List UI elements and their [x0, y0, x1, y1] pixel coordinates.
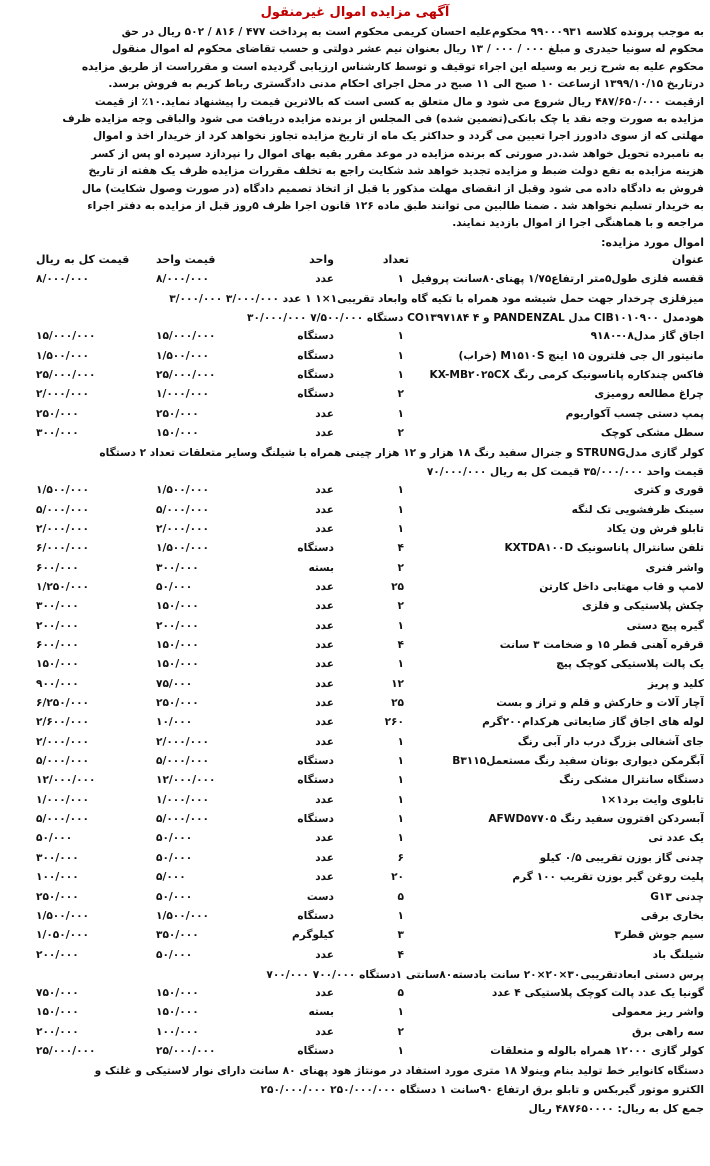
item-name: پلیت روغن گیر بوزن تقریب ۱۰۰ گرم: [512, 871, 704, 884]
item-total-price: ۶/۲۵۰/۰۰۰: [36, 697, 89, 710]
item-row: [6, 637, 704, 656]
item-name: شیلنگ باد: [652, 948, 704, 961]
item-row: [6, 772, 704, 791]
item-total-price: ۷۵۰/۰۰۰: [36, 986, 79, 999]
item-name: تابلوی وایت برد۱×۱: [600, 793, 704, 806]
item-row: [6, 869, 704, 888]
item-qty: ۲: [397, 561, 404, 574]
item-name: سیم جوش قطر۳: [614, 929, 704, 942]
item-name: آچار آلات و خارکش و قلم و تراز و بست: [496, 697, 704, 710]
item-total-price: ۲۵۰/۰۰۰: [36, 890, 79, 903]
item-qty: ۱: [397, 330, 404, 343]
item-row: [6, 521, 704, 540]
item-unit: دستگاه: [297, 542, 334, 555]
item-row: [6, 656, 704, 675]
item-unit-price: ۵/۰۰۰/۰۰۰: [156, 813, 209, 826]
item-unit: بسته: [308, 1006, 334, 1019]
item-name: فاکس چندکاره پاناسونیک کرمی رنگ KX-MB۲۰۲۵CX: [429, 368, 704, 381]
item-name: دستگاه سانترال مشکی رنگ: [559, 774, 704, 787]
item-qty: ۴: [397, 542, 404, 555]
item-qty: ۶: [397, 851, 404, 864]
item-row: میزفلزی چرخدار جهت حمل شیشه مود همراه با تکیه گاه وابعاد تقریبی۱×۱ ۱ عدد ۳/۰۰۰/۰۰۰ ۳/۰۰۰/۰۰۰: [169, 293, 704, 306]
item-unit: دستگاه: [297, 349, 334, 362]
item-unit-price: ۳۵۰/۰۰۰: [156, 929, 199, 942]
item-row: [6, 1024, 704, 1043]
intro-text: [6, 24, 704, 233]
item-qty: ۱: [397, 619, 404, 632]
item-row: [6, 830, 704, 849]
grand-total: جمع کل به ریال: ۴۸۷۶۵۰۰۰۰ ریال: [528, 1103, 704, 1116]
item-qty: ۲: [397, 426, 404, 439]
item-unit: عدد: [315, 600, 334, 613]
item-name: کولر گازی ۱۲۰۰۰ همراه بالوله و متعلقات: [490, 1044, 704, 1057]
item-total-price: ۱/۰۵۰/۰۰۰: [36, 929, 89, 942]
item-unit-price: ۱۵۰/۰۰۰: [156, 426, 199, 439]
item-row: [6, 947, 704, 966]
item-qty: ۴: [397, 639, 404, 652]
item-total-price: ۲/۰۰۰/۰۰۰: [36, 735, 89, 748]
item-unit-price: ۱۵۰/۰۰۰: [156, 600, 199, 613]
item-unit: عدد: [315, 851, 334, 864]
intro-line: مزایده به صورت وجه نقد یا چک بانکی(تضمین شده) فی المجلس از برنده مزایده دریافت می شود والباقی وجه مزایده ظرف: [62, 113, 704, 126]
item-unit: عدد: [315, 658, 334, 671]
item-unit-price: ۱/۰۰۰/۰۰۰: [156, 793, 209, 806]
item-unit-price: ۵/۰۰۰/۰۰۰: [156, 503, 209, 516]
intro-line: هزینه مزایده به نفع دولت ضبط و مزایده تجدید خواهد شد شکایت راجع به تخلف مقررات مزایده ظرف یک هفته از تاریخ: [88, 165, 704, 178]
item-row: [6, 676, 704, 695]
header-name: عنوان: [671, 252, 704, 266]
item-unit: عدد: [315, 871, 334, 884]
item-row: [6, 753, 704, 772]
item-row: [6, 598, 704, 617]
item-total-price: ۳۰۰/۰۰۰: [36, 600, 79, 613]
item-name: کلید و پریز: [647, 677, 704, 690]
item-row: [6, 1043, 704, 1062]
item-row: [6, 579, 704, 598]
item-unit: عدد: [315, 1025, 334, 1038]
item-unit-price: ۱۵۰/۰۰۰: [156, 658, 199, 671]
item-qty: ۱: [397, 522, 404, 535]
item-unit: عدد: [315, 832, 334, 845]
item-row: [6, 502, 704, 521]
item-row: پرس دستی ابعادتقریبی۳۰×۲۰×۲۰ سانت بادسته۸۰سانتی ۱دستگاه ۷۰۰/۰۰۰ ۷۰۰/۰۰۰: [266, 968, 704, 981]
item-unit: عدد: [315, 986, 334, 999]
item-name: چکش پلاستیکی و فلزی: [582, 600, 704, 613]
item-unit: عدد: [315, 522, 334, 535]
item-qty: ۲: [397, 600, 404, 613]
item-row: [6, 1004, 704, 1023]
item-unit: عدد: [315, 581, 334, 593]
item-qty: ۱: [397, 813, 404, 826]
item-unit: عدد: [315, 619, 334, 632]
item-row: [6, 348, 704, 367]
item-qty: ۱: [397, 909, 404, 922]
item-qty: ۲۵: [391, 581, 404, 593]
item-row: [6, 985, 704, 1004]
item-name: واشر ریز معمولی: [611, 1006, 704, 1019]
item-name: مانیتور ال جی فلترون ۱۵ اینچ M۱۵۱۰S (خراب): [458, 349, 704, 362]
item-name: گیره پیچ دستی: [626, 619, 704, 632]
item-qty: ۱: [397, 793, 404, 806]
items-label: اموال مورد مزایده:: [601, 235, 704, 249]
item-total-price: ۱/۵۰۰/۰۰۰: [36, 349, 89, 362]
item-total-price: ۳۰۰/۰۰۰: [36, 851, 79, 864]
item-unit-price: ۱۰۰/۰۰۰: [156, 1025, 199, 1038]
item-unit: دست: [306, 890, 334, 903]
item-qty: ۲۵: [391, 697, 404, 710]
item-row: [6, 734, 704, 753]
item-unit-price: ۵/۰۰۰: [156, 871, 186, 884]
item-total-price: ۶۰۰/۰۰۰: [36, 639, 79, 652]
item-unit-price: ۱۵۰/۰۰۰: [156, 1006, 199, 1019]
item-total-price: ۲۰۰/۰۰۰: [36, 1025, 79, 1038]
item-unit: بسته: [308, 561, 334, 574]
item-unit: دستگاه: [297, 755, 334, 768]
item-row: [6, 618, 704, 637]
item-unit: دستگاه: [297, 388, 334, 401]
item-unit-price: ۲۵/۰۰۰/۰۰۰: [156, 368, 216, 381]
item-qty: ۱: [397, 272, 404, 285]
item-unit-price: ۲۰۰/۰۰۰: [156, 619, 199, 632]
item-qty: ۱: [397, 658, 404, 671]
item-row: الکترو موتور گیربکس و تابلو برق ارتفاع ۹۰سانت ۱ دستگاه ۲۵۰/۰۰۰/۰۰۰ ۲۵۰/۰۰۰/۰۰۰: [260, 1084, 704, 1097]
intro-line: ازقیمت ۴۸۷/۶۵۰/۰۰۰ ریال شروع می شود و مال متعلق به کسی است که بالاترین قیمت را پیشنهاد نماید.۱۰٪ از قیمت: [94, 95, 704, 108]
item-name: یک عدد تی: [648, 832, 704, 845]
item-row: هودمدل CIB۱۰۱۰۹۰۰ مدل PANDENZAL و CO۱۳۹۷۱۸۴ ۴ دستگاه ۷/۵۰۰/۰۰۰ ۳۰/۰۰۰/۰۰۰: [247, 312, 704, 325]
item-row: دستگاه کانوایر خط تولید بنام وینولا ۱۸ متری مورد استفاد در مونتاژ هود پهنای ۸۰ سانت دارای نوار لاستیکی و غلتک و: [94, 1065, 704, 1078]
item-total-price: ۱۵۰/۰۰۰: [36, 658, 79, 671]
item-total-price: ۳۰۰/۰۰۰: [36, 426, 79, 439]
item-name: قرقره آهنی قطر ۱۵ و ضخامت ۳ سانت: [499, 639, 704, 652]
item-row: کولر گازی مدلSTRUNG و جنرال سفید رنگ ۱۸ هزار و ۱۲ هزار چینی همراه با شیلنگ وسایر متعلقات تعداد ۲ دستگاه: [99, 447, 704, 460]
item-name: چدنی گاز بوزن تقریبی ۰/۵ کیلو: [539, 851, 704, 864]
item-unit-price: ۲/۰۰۰/۰۰۰: [156, 735, 209, 748]
item-total-price: ۶/۰۰۰/۰۰۰: [36, 542, 89, 555]
item-total-price: ۱/۰۰۰/۰۰۰: [36, 793, 89, 806]
item-unit-price: ۱/۵۰۰/۰۰۰: [156, 542, 209, 555]
items-list: [6, 271, 704, 1100]
item-unit-price: ۱۵۰/۰۰۰: [156, 986, 199, 999]
item-qty: ۱: [397, 755, 404, 768]
item-qty: ۲: [397, 388, 404, 401]
item-unit: عدد: [315, 677, 334, 690]
item-total-price: ۲/۰۰۰/۰۰۰: [36, 522, 89, 535]
item-name: آبگرمکن دیواری بوتان سفید رنگ مستعملB۳۱۱۵: [452, 755, 704, 768]
item-unit: عدد: [315, 639, 334, 652]
item-total-price: ۲۰۰/۰۰۰: [36, 619, 79, 632]
item-qty: ۵: [397, 986, 404, 999]
item-unit: دستگاه: [297, 368, 334, 381]
item-qty: ۳: [397, 929, 404, 942]
item-row: [6, 367, 704, 386]
item-qty: ۱: [397, 349, 404, 362]
item-qty: ۱: [397, 735, 404, 748]
intro-line: به موجب پرونده کلاسه ۹۹۰۰۰۹۳۱ محکوم‌علیه احسان کریمی محکوم است به پرداخت ۴۷۷ / ۸۱۶ / ۵۰۲ ریال در حق: [121, 26, 704, 38]
item-unit: عدد: [315, 426, 334, 439]
item-name: لامپ و قاب مهتابی داخل کارتن: [539, 581, 704, 593]
item-unit-price: ۸/۰۰۰/۰۰۰: [156, 272, 209, 285]
intro-line: محکوم له سونیا حیدری و مبلغ ۰۰۰ / ۰۰۰ / ۱۳ ریال بعنوان نیم عشر دولتی و حسب تقاضای محکوم له اموال منقول: [111, 43, 704, 56]
item-name: چدنی G۱۳: [650, 890, 704, 903]
item-unit-price: ۳۰۰/۰۰۰: [156, 561, 199, 574]
item-qty: ۲۶۰: [384, 716, 404, 729]
item-row: [6, 927, 704, 946]
intro-line: به خریدار تسلیم نخواهد شد . ضمنا طالبین می توانند طبق ماده ۱۲۶ قانون اجرا ظرف ۵روز قبل از مزایده به دفتر اجراء: [87, 200, 704, 213]
item-total-price: ۵/۰۰۰/۰۰۰: [36, 755, 89, 768]
intro-line: مهلتی که از سوی دادورز اجرا تعیین می گردد و حداکثر یک ماه از تاریخ مزایده تجاوز نخواهد کرد از خریدار اخذ و اموال: [92, 130, 704, 143]
item-total-price: ۹۰۰/۰۰۰: [36, 677, 79, 690]
intro-line: به نامبرده تحویل خواهد شد.در صورتی که برنده مزایده در موعد مقرر بقیه بهای اموال را نپردازد سپرده او پس از کسر: [91, 147, 704, 160]
item-unit: کیلوگرم: [292, 929, 334, 942]
item-row: [6, 560, 704, 579]
item-row: [6, 406, 704, 425]
item-total-price: ۱/۲۵۰/۰۰۰: [36, 581, 89, 593]
item-row: [6, 695, 704, 714]
header-price: قیمت واحد: [156, 252, 216, 266]
item-unit: دستگاه: [297, 330, 334, 343]
item-name: چراغ مطالعه رومیزی: [594, 388, 704, 401]
item-row: [6, 271, 704, 290]
item-qty: ۱: [397, 484, 404, 497]
item-name: سطل مشکی کوچک: [600, 426, 704, 439]
item-name: سه راهی برق: [631, 1025, 704, 1038]
item-qty: ۱: [397, 832, 404, 845]
item-row: [6, 792, 704, 811]
item-name: گونیا یک عدد پالت کوچک پلاستیکی ۴ عدد: [491, 986, 704, 999]
item-qty: ۲۰: [391, 871, 404, 884]
item-unit-price: ۱/۵۰۰/۰۰۰: [156, 909, 209, 922]
item-total-price: ۸/۰۰۰/۰۰۰: [36, 272, 89, 285]
item-qty: ۵: [397, 890, 404, 903]
item-unit: عدد: [315, 948, 334, 961]
item-unit-price: ۵۰/۰۰۰: [156, 890, 193, 903]
item-unit-price: ۲/۰۰۰/۰۰۰: [156, 522, 209, 535]
header-unit: واحد: [309, 252, 334, 266]
item-total-price: ۵/۰۰۰/۰۰۰: [36, 503, 89, 516]
items-header: [6, 252, 704, 271]
item-unit: عدد: [315, 407, 334, 420]
item-name: آبسردکن افترون سفید رنگ AFWD۵۷۷۰۵: [488, 813, 704, 826]
item-name: لوله های اجاق گاز ضایعاتی هرکدام۲۰۰گرم: [482, 716, 704, 729]
item-unit-price: ۱/۵۰۰/۰۰۰: [156, 349, 209, 362]
item-qty: ۱: [397, 1006, 404, 1019]
item-qty: ۱: [397, 1044, 404, 1057]
item-unit-price: ۲۵۰/۰۰۰: [156, 697, 199, 710]
item-unit: دستگاه: [297, 909, 334, 922]
item-unit: عدد: [315, 272, 334, 285]
header-qty: تعداد: [382, 252, 409, 266]
item-unit-price: ۲۵۰/۰۰۰: [156, 407, 199, 420]
item-name: یک پالت پلاستیکی کوچک پیچ: [556, 658, 704, 671]
item-row: [6, 908, 704, 927]
item-name: جای آشغالی بزرگ درب دار آبی رنگ: [517, 735, 704, 748]
item-total-price: ۲/۶۰۰/۰۰۰: [36, 716, 89, 729]
item-total-price: ۱۰۰/۰۰۰: [36, 871, 79, 884]
item-unit: عدد: [315, 697, 334, 710]
intro-line: مراجعه و با هماهنگی اجرا از اموال بازدید نمایند.: [452, 217, 704, 230]
item-unit-price: ۱/۵۰۰/۰۰۰: [156, 484, 209, 497]
item-qty: ۱: [397, 407, 404, 420]
item-unit-price: ۱۵/۰۰۰/۰۰۰: [156, 330, 216, 343]
item-unit-price: ۲۵/۰۰۰/۰۰۰: [156, 1044, 216, 1057]
item-unit-price: ۷۵/۰۰۰: [156, 677, 193, 690]
item-total-price: ۲۵/۰۰۰/۰۰۰: [36, 368, 96, 381]
item-name: قوری و کتری: [633, 484, 704, 497]
item-total-price: ۲۵۰/۰۰۰: [36, 407, 79, 420]
item-unit: دستگاه: [297, 813, 334, 826]
item-unit-price: ۵۰/۰۰۰: [156, 832, 193, 845]
item-unit-price: ۱۲/۰۰۰/۰۰۰: [156, 774, 216, 787]
item-unit-price: ۱۵۰/۰۰۰: [156, 639, 199, 652]
item-name: پمپ دستی چسب آکواریوم: [565, 407, 704, 420]
item-total-price: ۵۰/۰۰۰: [36, 832, 73, 845]
item-name: سینک ظرفشویی تک لنگه: [571, 503, 704, 516]
item-row: [6, 425, 704, 444]
item-unit: عدد: [315, 735, 334, 748]
item-unit-price: ۵۰/۰۰۰: [156, 581, 193, 593]
intro-line: فروش به دادگاه داده می شود وقبل از انقضای مهلت مذکور یا قبل از اتخاذ تصمیم دادگاه (در صورت وصول شکایت) مال: [81, 182, 704, 195]
item-row: [6, 386, 704, 405]
item-name: قفسه فلزی طول۵متر ارتفاع۱/۷۵ پهنای۸۰سانت پروفیل: [411, 272, 704, 285]
item-unit-price: ۱/۰۰۰/۰۰۰: [156, 388, 209, 401]
item-unit-price: ۵۰/۰۰۰: [156, 851, 193, 864]
item-total-price: ۱۵۰/۰۰۰: [36, 1006, 79, 1019]
item-total-price: ۲/۰۰۰/۰۰۰: [36, 388, 89, 401]
item-unit: دستگاه: [297, 774, 334, 787]
item-row: [6, 811, 704, 830]
item-qty: ۱: [397, 368, 404, 381]
item-unit: دستگاه: [297, 1044, 334, 1057]
item-row: [6, 714, 704, 733]
item-unit: عدد: [315, 484, 334, 497]
item-total-price: ۲۰۰/۰۰۰: [36, 948, 79, 961]
item-row: [6, 540, 704, 559]
item-total-price: ۱/۵۰۰/۰۰۰: [36, 484, 89, 497]
item-unit: عدد: [315, 503, 334, 516]
item-unit: عدد: [315, 716, 334, 729]
intro-line: محکوم علیه به شرح زیر به وسیله این اجراء توقیف و توسط کارشناس ارزیابی گردیده است و مقرراست از طریق مزایده: [81, 60, 704, 73]
item-qty: ۱: [397, 774, 404, 787]
notice-title: آگهی مزایده اموال غیرمنقول: [260, 5, 450, 20]
item-total-price: ۶۰۰/۰۰۰: [36, 561, 79, 574]
item-qty: ۱۲: [391, 677, 404, 690]
item-name: تلفن سانترال پاناسونیک KXTDA۱۰۰D: [504, 542, 704, 555]
item-total-price: ۱۵/۰۰۰/۰۰۰: [36, 330, 96, 343]
item-name: واشر فنری: [645, 561, 704, 574]
item-row: [6, 482, 704, 501]
item-qty: ۱: [397, 503, 404, 516]
item-row: [6, 889, 704, 908]
item-name: تابلو فرش ون یکاد: [606, 522, 704, 535]
item-row: [6, 850, 704, 869]
item-name: اجاق گاز مدل۰۸-۹۱۸۰: [590, 330, 704, 343]
item-total-price: ۱/۵۰۰/۰۰۰: [36, 909, 89, 922]
item-qty: ۲: [397, 1025, 404, 1038]
item-unit-price: ۵/۰۰۰/۰۰۰: [156, 755, 209, 768]
item-total-price: ۵/۰۰۰/۰۰۰: [36, 813, 89, 826]
item-qty: ۴: [397, 948, 404, 961]
intro-line: درتاریخ ۱۳۹۹/۱۰/۱۵ ازساعت ۱۰ صبح الی ۱۱ صبح در محل اجرای احکام مدنی دادگستری رباط کریم به فروش برسد.: [108, 78, 704, 91]
item-total-price: ۱۲/۰۰۰/۰۰۰: [36, 774, 96, 787]
item-unit-price: ۱۰/۰۰۰: [156, 716, 193, 729]
item-unit: عدد: [315, 793, 334, 806]
item-row: قیمت واحد ۳۵/۰۰۰/۰۰۰ قیمت کل به ریال ۷۰/۰۰۰/۰۰۰: [426, 466, 704, 479]
item-row: [6, 328, 704, 347]
item-unit-price: ۵۰/۰۰۰: [156, 948, 193, 961]
item-total-price: ۲۵/۰۰۰/۰۰۰: [36, 1044, 96, 1057]
item-name: بخاری برقی: [640, 909, 704, 922]
header-total: قیمت کل به ریال: [36, 252, 130, 266]
